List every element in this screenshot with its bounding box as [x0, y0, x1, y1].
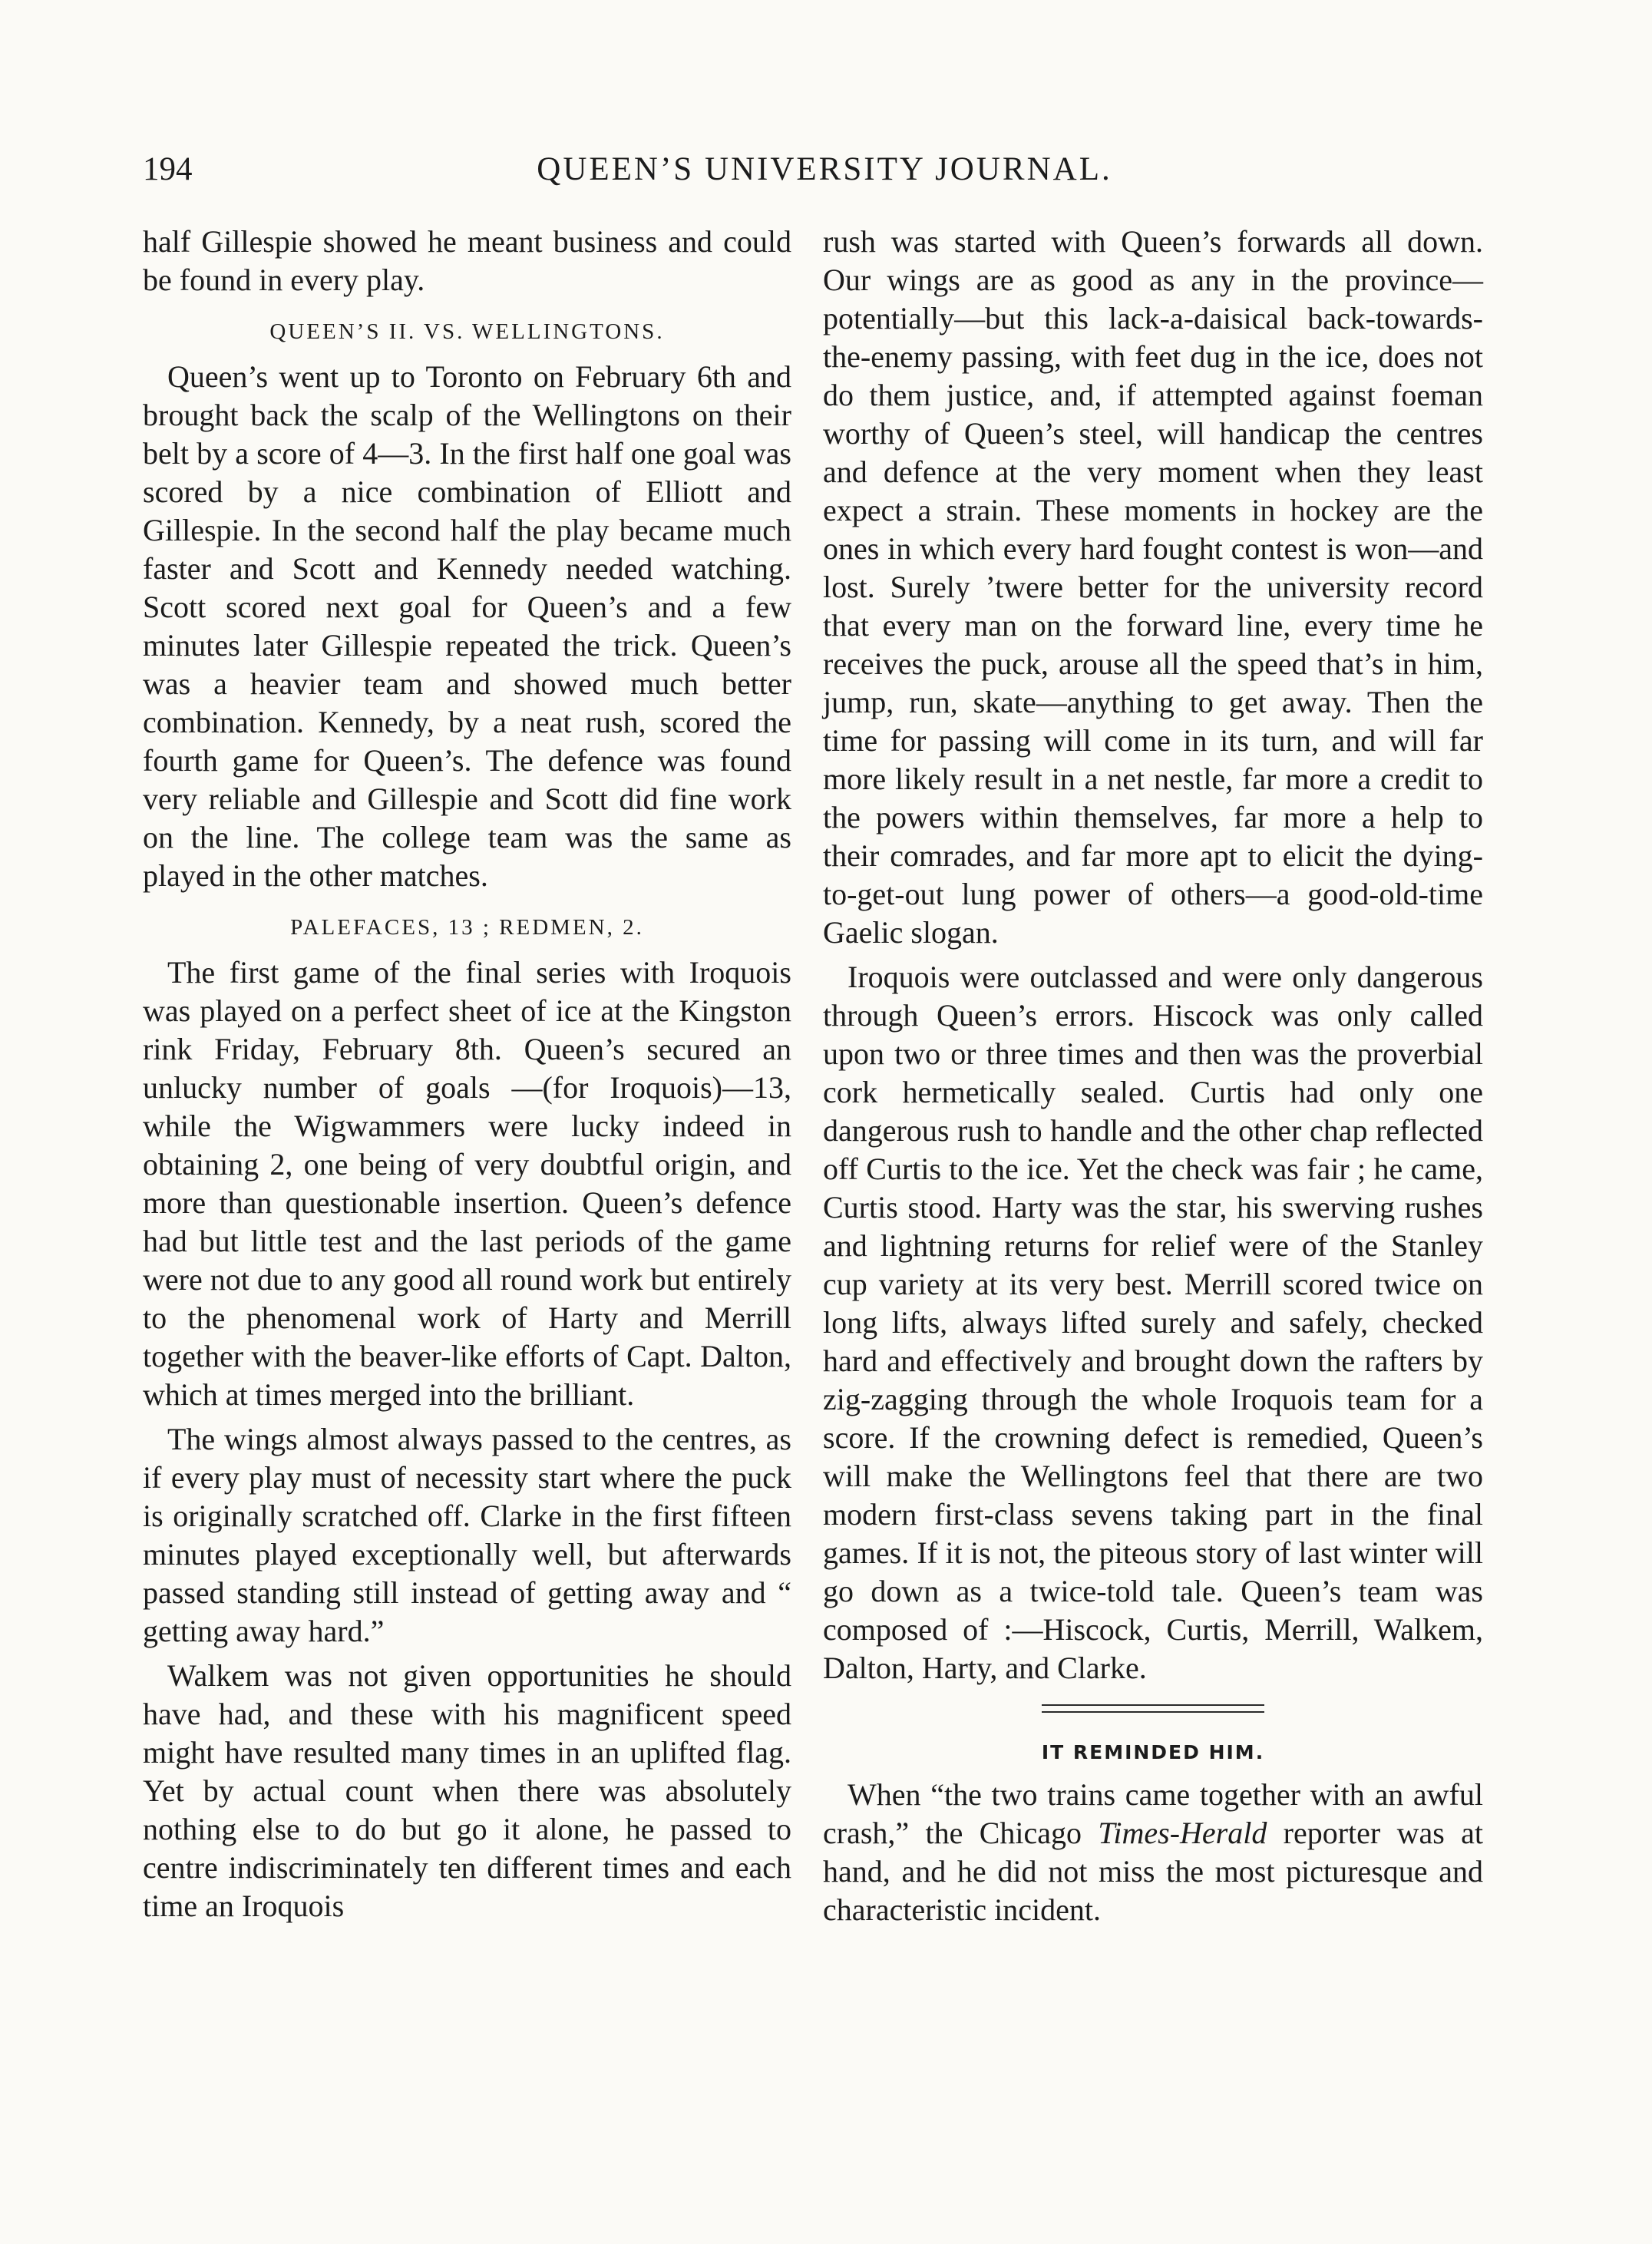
paragraph: rush was started with Queen’s forwards all down. Our wings are as good as any in the province—potentially—but this lack-a-daisical back-towards-the-enemy passing, with feet dug in the ice, does not do them justice, and, if attempted against foeman worthy of Queen’s steel, will handicap the centres and defence at the very moment when they least expect a strain. These moments in hockey are the ones in which every hard fought contest is won—and lost. Surely ’twere better for the university record that every man on the forward line, every time he receives the puck, arouse all the speed that’s in him, jump, run, skate—anything to get away. Then the time for passing will come in its turn, and will far more likely result in a net nestle, far more a credit to the powers within themselves, far more a help to their comrades, and far more apt to elicit the dying-to-get-out lung power of others—a good-old-time Gaelic slogan. [823, 224, 1483, 950]
paragraph: The first game of the final series with Iroquois was played on a perfect sheet of ice at the Kingston rink Friday, February 8th. Queen’s secured an unlucky number of goals —(for Iroquois)—13, while the Wigwammers were lucky indeed in obtaining 2, one being of very doubtful origin, and more than questionable insertion. Queen’s defence had but little test and the last periods of the game were not due to any good all round work but entirely to the phenomenal work of Harty and Merrill together with the beaver-like efforts of Capt. Dalton, which at times merged into the brilliant. [143, 955, 791, 1412]
section-subhead: PALEFACES, 13 ; REDMEN, 2. [290, 915, 644, 940]
newspaper-title: Times-Herald [1098, 1816, 1267, 1850]
paragraph [823, 1776, 1483, 1929]
paragraph: half Gillespie showed he meant business and could be found in every play. [143, 224, 791, 297]
journal-title: QUEEN’S UNIVERSITY JOURNAL. [537, 151, 1112, 187]
running-header [143, 150, 1506, 197]
left-column [143, 223, 791, 1925]
paragraph: Queen’s went up to Toronto on February 6th and brought back the scalp of the Wellingtons on their belt by a score of 4—3. In the first half one goal was scored by a nice combination of Elliott and Gillespie. In the second half the play became much faster and Scott and Kennedy needed watching. Scott scored next goal for Queen’s and a few minutes later Gillespie repeated the trick. Queen’s was a heavier team and showed much better combination. Kennedy, by a neat rush, scored the fourth game for Queen’s. The defence was found very reliable and Gillespie and Scott did fine work on the line. The college team was the same as played in the other matches. [143, 359, 791, 893]
paragraph: Iroquois were outclassed and were only dangerous through Queen’s errors. Hiscock was only called upon two or three times and then was the proverbial cork hermetically sealed. Curtis had only one dangerous rush to handle and the other chap reflected off Curtis to the ice. Yet the check was fair ; he came, Curtis stood. Harty was the star, his swerving rushes and lightning returns for relief were of the Stanley cup variety at its very best. Merrill scored twice on long lifts, always lifted surely and safely, checked hard and effectively and brought down the rafters by zig-zagging through the whole Iroquois team for a score. If the crowning defect is remedied, Queen’s will make the Wellingtons feel that there are two modern first-class sevens taking part in the final games. If it is not, the piteous story of last winter will go down as a twice-told tale. Queen’s team was composed of :—Hiscock, Curtis, Merrill, Walkem, Dalton, Harty, and Clarke. [823, 960, 1483, 1685]
section-divider [1042, 1704, 1264, 1713]
paragraph: The wings almost always passed to the centres, as if every play must of necessity start where the puck is originally scratched off. Clarke in the first fifteen minutes played exceptionally well, but afterwards passed standing still instead of getting away and “ getting away hard.” [143, 1422, 791, 1648]
text-run: When “the two trains came together with an awful crash,” the Chicago [823, 1777, 1483, 1850]
divider-line [1042, 1704, 1264, 1706]
right-column [823, 223, 1483, 1929]
paragraph: Walkem was not given opportunities he should have had, and these with his magnificent speed might have resulted many times in an uplifted flag. Yet by actual count when there was absolutely nothing else to do but go it alone, he passed to centre indiscriminately ten different times and each time an Iroquois [143, 1658, 791, 1923]
page-number: 194 [143, 151, 193, 187]
section-subhead: QUEEN’S II. VS. WELLINGTONS. [269, 319, 665, 344]
divider-line [1042, 1711, 1264, 1713]
text-run: reporter was at hand, and he did not miss the most picturesque and characteristic incident. [823, 1816, 1483, 1927]
article-heading: IT REMINDED HIM. [1041, 1741, 1265, 1763]
